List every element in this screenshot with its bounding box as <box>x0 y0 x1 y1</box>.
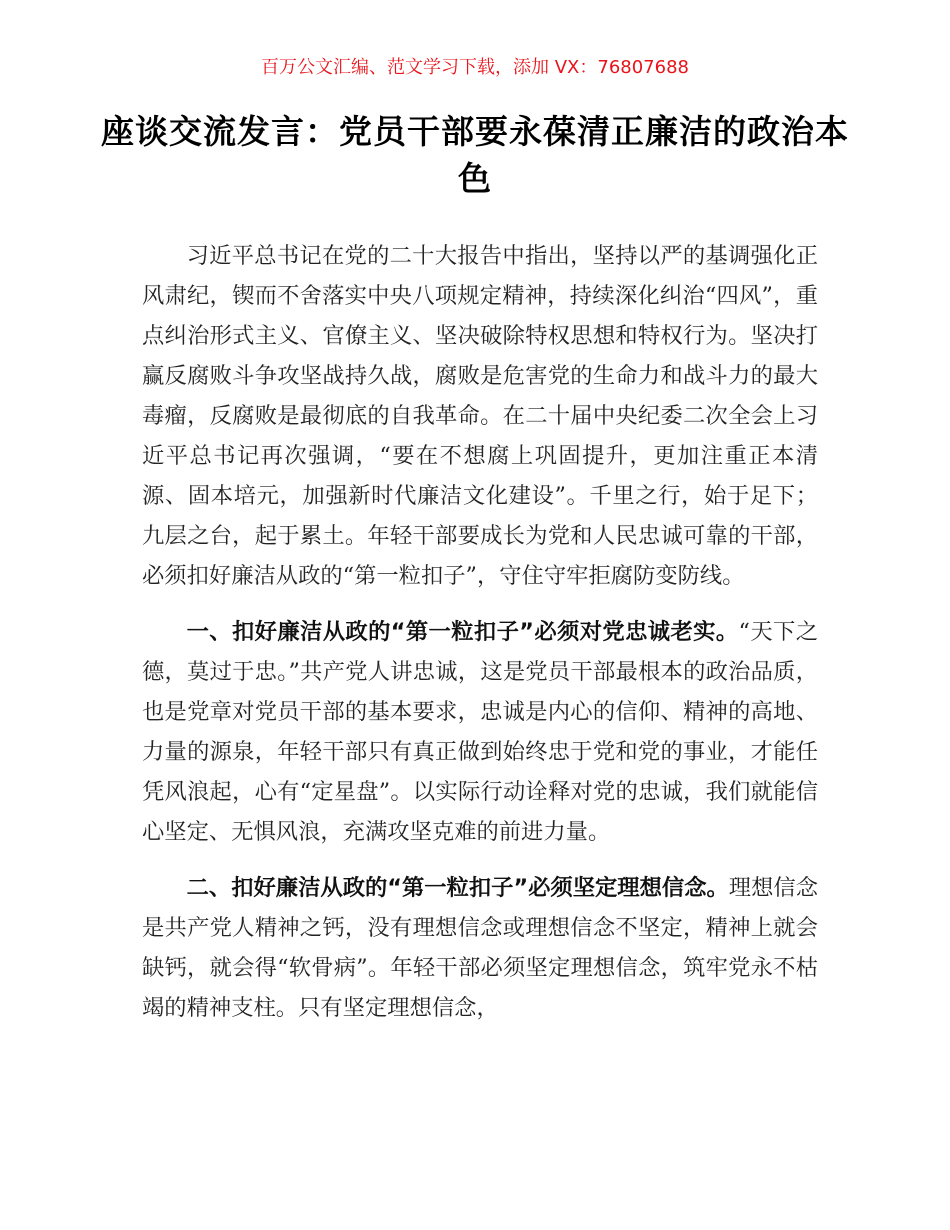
document-title: 座谈交流发言：党员干部要永葆清正廉洁的政治本色 <box>101 112 849 198</box>
paragraph-intro <box>142 236 818 596</box>
section-heading: 一、扣好廉洁从政的“第一粒扣子”必须对党忠诚老实。 <box>186 619 739 645</box>
paragraph-section-2 <box>142 868 818 1028</box>
paragraph-section-1 <box>142 612 818 852</box>
paragraph-text: “天下之德，莫过于忠。”共产党人讲忠诚，这是党员干部最根本的政治品质，也是党章对党员干部的基本要求，忠诚是内心的信仰、精神的高地、力量的源泉，年轻干部只有真正做到始终忠于党和党的事业，才能任凭风浪起，心有“定星盘”。以实际行动诠释对党的忠诚，我们就能信心坚定、无惧风浪，充满攻坚克难的前进力量。 <box>142 619 818 845</box>
paragraph-text: 习近平总书记在党的二十大报告中指出，坚持以严的基调强化正风肃纪，锲而不舍落实中央八项规定精神，持续深化纠治“四风”，重点纠治形式主义、官僚主义、坚决破除特权思想和特权行为。坚决打赢反腐败斗争攻坚战持久战，腐败是危害党的生命力和战斗力的最大毒瘤，反腐败是最彻底的自我革命。在二十届中央纪委二次全会上习近平总书记再次强调，“要在不想腐上巩固提升，更加注重正本清源、固本培元，加强新时代廉洁文化建设”。千里之行，始于足下；九层之台，起于累土。年轻干部要成长为党和人民忠诚可靠的干部，必须扣好廉洁从政的“第一粒扣子”，守住守牢拒腐防变防线。 <box>142 243 818 589</box>
paragraph-text: 理想信念是共产党人精神之钙，没有理想信念或理想信念不坚定，精神上就会缺钙，就会得“软骨病”。年轻干部必须坚定理想信念，筑牢党永不枯竭的精神支柱。只有坚定理想信念， <box>142 875 818 1021</box>
document-body <box>142 236 818 1044</box>
section-heading: 二、扣好廉洁从政的“第一粒扣子”必须坚定理想信念。 <box>186 875 729 901</box>
watermark-banner: 百万公文汇编、范文学习下载，添加 VX：76807688 <box>261 57 689 78</box>
